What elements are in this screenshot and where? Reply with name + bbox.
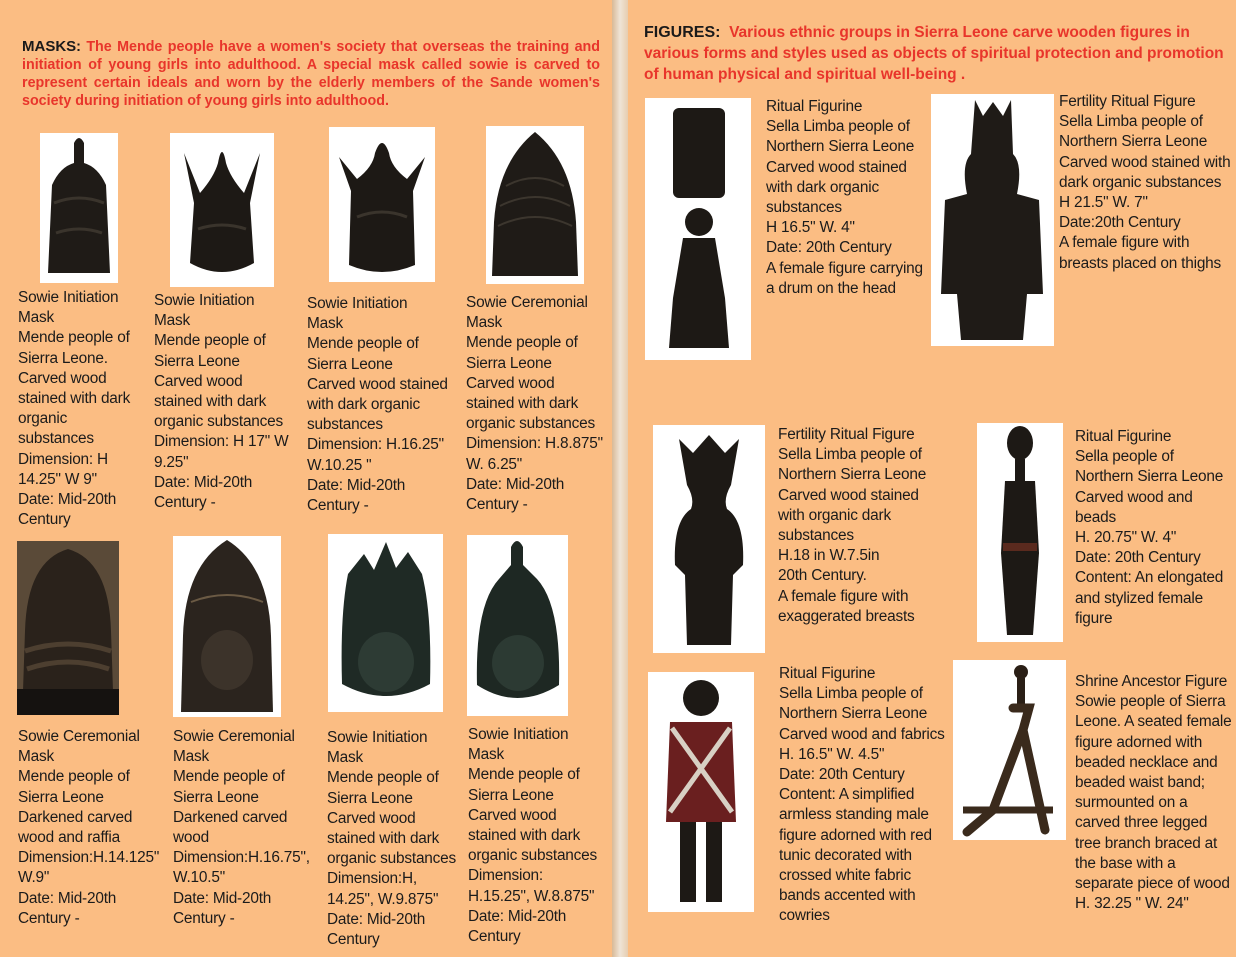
mask-photo-5	[17, 541, 119, 715]
figure-photo-4	[977, 423, 1063, 642]
mask-caption-6: Sowie Ceremonial Mask Mende people of Sierra Leone Darkened carved wood Dimension:H.16.75", W.10.5" Date: Mid-20th Century -	[173, 728, 310, 927]
figure-photo-2	[931, 94, 1054, 346]
figure-caption-1: Ritual Figurine Sella Limba people of Northern Sierra Leone Carved wood stained with dark organic substances H 16.5" W. 4" Date: 20th Century A female figure carrying a drum on the head	[766, 98, 923, 297]
mask-caption-4: Sowie Ceremonial Mask Mende people of Sierra Leone Carved wood stained with dark organic substances Dimension: H.8.875" W. 6.25" Date: Mid-20th Century -	[466, 294, 603, 514]
mask-caption-3: Sowie Initiation Mask Mende people of Sierra Leone Carved wood stained with dark organic substances Dimension: H.16.25" W.10.25 " Date: Mid-20th Century -	[307, 295, 448, 515]
figures-page	[628, 0, 1236, 957]
mask-photo-8	[467, 535, 568, 716]
mask-caption-7: Sowie Initiation Mask Mende people of Sierra Leone Carved wood stained with dark organic substances Dimension:H, 14.25", W.9.875" Date: Mid-20th Century	[327, 729, 457, 949]
mask-caption-5: Sowie Ceremonial Mask Mende people of Sierra Leone Darkened carved wood and raffia Dimension:H.14.125" W.9" Date: Mid-20th Century -	[18, 728, 160, 927]
masks-page	[0, 0, 612, 957]
figure-photo-3	[653, 425, 765, 653]
mask-photo-1	[40, 133, 118, 283]
figures-intro	[644, 22, 1224, 85]
mask-photo-7	[328, 534, 443, 712]
mask-photo-2	[170, 133, 274, 287]
mask-photo-4	[486, 126, 584, 284]
mask-caption-1: Sowie Initiation Mask Mende people of Sierra Leone. Carved wood stained with dark organic substances Dimension: H 14.25" W 9" Date: Mid-20th Century	[18, 289, 131, 529]
figure-caption-5: Ritual Figurine Sella Limba people of Northern Sierra Leone Carved wood and fabrics H. 16.5" W. 4.5" Date: 20th Century Content: A simplified armless standing male figure adorned with red tunic decorated with crossed white fabric bands accented with cowries	[779, 665, 945, 925]
masks-intro-text: The Mende people have a women's society that overseas the training and initiation of young girls into adulthood. A special mask called sowie is carved to represent certain ideals and worn by the elderly members of the Sande women's society during initiation of young girls into adulthood.	[22, 39, 601, 109]
figures-heading: FIGURES:	[644, 24, 721, 41]
figure-caption-2: Fertility Ritual Figure Sella Limba people of Northern Sierra Leone Carved wood stained with dark organic substances H 21.5" W. 7" Date:20th Century A female figure with breasts placed on thighs	[1059, 93, 1231, 272]
masks-heading: MASKS	[22, 38, 77, 55]
figure-photo-6	[953, 660, 1066, 840]
mask-photo-3	[329, 127, 435, 282]
mask-photo-6	[173, 536, 281, 717]
figures-intro-text: Various ethnic groups in Sierra Leone carve wooden figures in various forms and styles used as objects of spiritual protection and promotion of human physical and spiritual well-being .	[644, 24, 1224, 83]
figure-caption-3: Fertility Ritual Figure Sella Limba people of Northern Sierra Leone Carved wood stained with organic dark substances H.18 in W.7.5in 20th Century. A female figure with exaggerated breasts	[778, 426, 927, 625]
mask-caption-8: Sowie Initiation Mask Mende people of Sierra Leone Carved wood stained with dark organic substances Dimension: H.15.25", W.8.875" Date: Mid-20th Century	[468, 726, 598, 946]
page-gutter	[612, 0, 628, 957]
figure-caption-4: Ritual Figurine Sella people of Northern Sierra Leone Carved wood and beads H. 20.75" W. 4" Date: 20th Century Content: An elongated and stylized female figure	[1075, 428, 1224, 627]
figure-photo-5	[648, 672, 754, 912]
masks-intro: MASKS: The Mende people have a women's society that overseas the training and initiation of young girls into adulthood. A special mask called sowie is carved to represent certain ideals and worn by the elderly members of the Sande women's society during initiation of young girls into adulthood.	[22, 38, 601, 109]
figure-photo-1	[645, 98, 751, 360]
figure-caption-6: Shrine Ancestor Figure Sowie people of Sierra Leone. A seated female figure adorned with beaded necklace and beaded waist band; surmounted on a carved three legged tree branch braced at the base with a separate piece of wood H. 32.25 " W. 24"	[1075, 673, 1232, 913]
mask-caption-2: Sowie Initiation Mask Mende people of Sierra Leone Carved wood stained with dark organic substances Dimension: H 17" W 9.25" Date: Mid-20th Century -	[154, 292, 289, 512]
